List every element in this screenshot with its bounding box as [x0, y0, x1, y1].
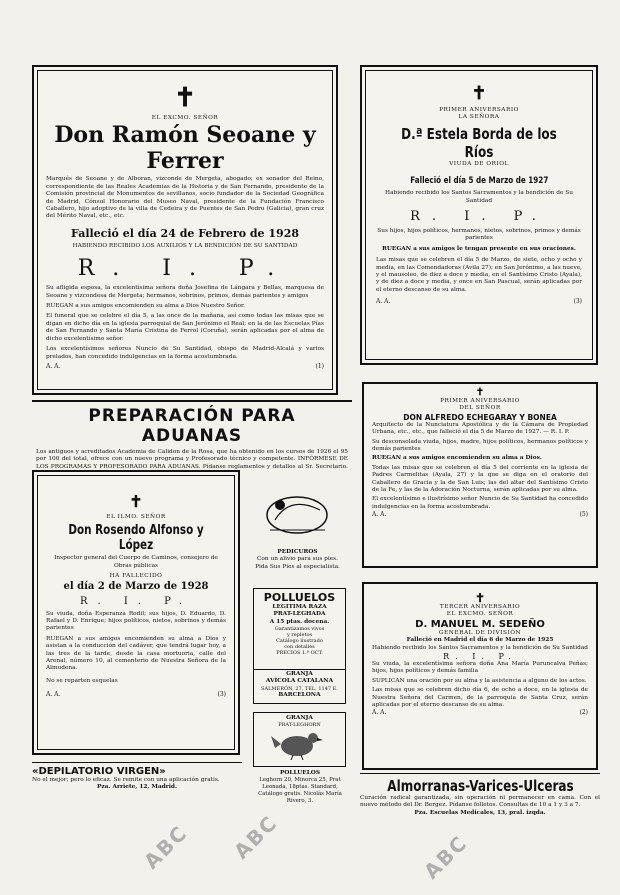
- obit-family: Su desconsolada viuda, hijos, madre, hijos políticos, hermanos políticos y demás parientes: [372, 438, 588, 453]
- obit-died: el día 2 de Marzo de 1928: [63, 580, 209, 592]
- obit-footer: A. A. (3): [376, 298, 582, 306]
- obituary-alfonso: [32, 470, 240, 755]
- obituary-borda: [360, 65, 598, 365]
- obit-subtitle: LA SEÑORA: [458, 114, 500, 121]
- obit-ruegan: RUEGAN a sus amigos le tengan presente en sus oraciones.: [382, 245, 576, 252]
- cross-icon: ✝: [129, 492, 143, 511]
- obit-footer: A. A. (5): [372, 511, 588, 519]
- ad-almorranas: [360, 773, 600, 817]
- obit-family: Su viuda, la excelentísima señora doña Ana María Puruncalva Peñas; hijos, hijos políticos y demás familia: [372, 661, 588, 675]
- ad-address: Pza. Arriete, 12, Madrid.: [97, 784, 177, 791]
- obit-masses: Todas las misas que se celebren el día 5 del corriente en la iglesia de Padres Carmelitas (Ayala, 27) y la que se diga en el oratorio del Caballero de Gracia y la de San Luis; las del altar del Santísimo Cristo de la Fe, y las de la Adoración Nocturna, serán aplicadas por su alma.: [372, 464, 588, 494]
- ad-title: POLLUELOS: [263, 591, 336, 604]
- obit-funeral: El funeral que se celebre el día 5, a las once de la mañana, así como todas las misas que se digan en dicho día en la iglesia parroquial de San Jerónimo el Real; en la de las Escuelas Pías de San Fernando y Santa María Cristina de Ferrol (Coruña), serán aplicadas por el alma de dicho excelentísimo señor.: [46, 313, 324, 342]
- ad-lines: Garantizamos vivos y repletos Catálogo ilustrado con detalles PRECIOS 1.ª OCT.: [274, 626, 325, 657]
- obit-rip: R. I. P.: [79, 595, 193, 607]
- obit-name: Don Ramón Seoane y Ferrer: [54, 122, 316, 175]
- ad-title: POLLUELOS: [279, 770, 321, 776]
- ad-title: Almorranas-Varices-Ulceras: [386, 777, 574, 795]
- watermark: ABC: [419, 830, 473, 884]
- obit-indulgences: El excelentísimo e ilustrísimo señor Nuncio de Su Santidad ha concedido indulgencias en la forma acostumbrada.: [372, 496, 588, 510]
- obit-body: Marqués de Seoane y de Alboran, vizconde de Mergeta, abogado; ex senador del Reino, correspondiente de las Reales Academias de la Historia y de San Fernando, presidente de la Comisión provincial de Monumentos de sevillanos, socio fundador de la Sociedad Geográfica de Madrid, Cónsul Honorario del Museo Naval, presidente de la Fundación Francisco Caballero, hijo adoptivo de la villa de Cedeira y de Puentes de San Pedro (Galicia), gran cruz del Mérito Naval, etc., etc.: [46, 176, 324, 220]
- obit-family: Su viuda, doña Esperanza Rodil; sus hijos, D. Eduardo, D. Rafael y D. Enrique; hijos políticos, nietos, sobrinos y demás parientes: [46, 610, 226, 632]
- obit-body: Arquitecto de la Nunciatura Apostólica y de la Cámara de Propiedad Urbana, etc., etc., que falleció el día 5 de Marzo de 1927. — R. I. P.: [372, 421, 588, 436]
- pedicure-illustration: [250, 475, 345, 545]
- obit-title: TERCER ANIVERSARIO: [439, 604, 521, 610]
- ad-granja-catalana: [253, 670, 346, 704]
- obituary-sedeno: [362, 582, 598, 770]
- ad-text: No el mejor; pero lo eficaz. Se remite con una aplicación gratis.: [32, 777, 220, 783]
- obit-rip: R. I. P.: [443, 652, 517, 662]
- obit-title: EL ILMO. SEÑOR: [106, 514, 166, 520]
- ad-title: «DEPILATORIO VIRGEN»: [32, 766, 166, 777]
- obit-sacraments: Habiendo recibido los Santos Sacramentos y la bendición de Su Santidad: [385, 190, 573, 204]
- ad-text: Curación radical garantizada, sin operación ni permanecer en cama. Con el nuevo método del Dr. Bergez. Pídanse folletos. Consultas de 10 a 1 y 3 a 7.: [360, 795, 600, 809]
- obit-footer: A. A. (2): [372, 709, 588, 717]
- obit-sacraments: Habiendo recibido los Santos Sacramentos y la bendición de Su Santidad: [372, 644, 588, 651]
- obit-footer: A. A. (1): [46, 362, 324, 370]
- ad-city: BARCELONA: [278, 691, 321, 698]
- ad-text: Con un alivio para sus pies. Pida Sus Pies al especialista.: [255, 556, 340, 570]
- obit-rip: R. I. P.: [77, 256, 293, 282]
- cross-icon: ✝: [471, 83, 487, 104]
- ad-sub1: LEGITIMA RAZA: [272, 604, 327, 610]
- obit-masses: Las misas que se celebren dicho día 6, de ocho a doce, en la iglesia de Nuestra Señora del Carmen, de la parroquia de Santa Cruz, serán aplicadas por el eterno descanso de su alma.: [372, 687, 588, 709]
- ad-name2: AVÍCOLA CATALANA: [265, 678, 334, 685]
- obit-subtitle: DEL SEÑOR: [459, 405, 501, 412]
- obit-title: PRIMER ANIVERSARIO: [439, 107, 519, 113]
- obit-title: EL EXCMO. SEÑOR: [151, 115, 219, 121]
- ad-price: A 15 ptas. docena.: [269, 618, 330, 625]
- obit-viuda: VIUDA DE ORIOL: [449, 160, 509, 167]
- obit-name: Don Rosendo Alfonso y López: [68, 523, 204, 554]
- ad-granja: [253, 712, 346, 767]
- ad-granja-title: GRANJA: [286, 715, 313, 721]
- obit-indulgences: Los excelentísimos señores Nuncio de Su Santidad, obispo de Madrid-Alcalá y varios prelados, han concedido indulgencias en la forma acostumbrada.: [46, 346, 324, 360]
- obit-name: D.ª Estela Borda de los Ríos: [401, 124, 557, 161]
- obit-name: DON ALFREDO ECHEGARAY Y BONEA: [403, 412, 557, 422]
- obit-subtitle: EL EXCMO. SEÑOR: [446, 611, 514, 618]
- ad-polluelos-small: [250, 770, 350, 805]
- banner-text: Los antiguos y acreditados Academia de Calidon de la Rosa, que ha obtenido en los cursos de 1926 el 95 por 100 del total, ofrece con un nuevo programa y Profesorado técnico y competente. INFÓRMESE DE LOS PROGRAMAS Y PROFESORADO PARA ADUANAS. Pídanse reglamentos y detalles al Sr. Secretario.: [36, 449, 348, 470]
- banner-headline: PREPARACIÓN PARA ADUANAS: [88, 406, 296, 446]
- hen-icon: [257, 728, 342, 760]
- ad-granja-sub: PRAT-LEGHORN: [278, 722, 321, 729]
- obit-rank: GENERAL DE DIVISIÓN: [438, 629, 522, 636]
- obit-died: Falleció el día 24 de Febrero de 1928: [70, 226, 299, 240]
- obituary-echegaray: [362, 382, 598, 568]
- ad-text: Leghorn 20, Minorca 25, Prat Leonada, 18ptas. Standard, Catálogo gratis. Nicolás María Rivero, 3.: [258, 777, 342, 804]
- obit-name: D. MANUEL M. SEDEÑO: [415, 618, 545, 630]
- obit-note: No se reparten esquelas: [46, 677, 118, 684]
- ad-sub2: PRAT-LEGHADA: [273, 611, 326, 618]
- obit-ruegan: RUEGAN a sus amigos encomienden su alma a Dios y asistan a la conducción del cadáver, que tendrá lugar hoy, a las tres de la tarde, desde la casa mortuoria, calle del Arenal, número 10, al cementerio de Nuestra Señora de la Almudena.: [46, 635, 226, 672]
- obit-masses: Las misas que se celebren el día 5 de Marzo, de siete, ocho y ocho y media, en las Comendadoras (Avila 27); en San Jerónimo, a las nueve, y el mausoleo, de diez a doce y media, en el Santísimo Cristo (Ayala), y de diez a doce y media, y once en San Pascual, serán aplicadas por el eterno descanso de su alma.: [376, 257, 582, 293]
- cross-icon: ✝: [174, 83, 196, 113]
- obit-family: Su afligida esposa, la excelentísima señora doña Josefina de Lángara y Bellas, marquesa de Seoane y vizcondesa de Mergeta; hermanos, sobrinos, primos, demás parientes y amigos: [46, 285, 324, 299]
- obit-ruegan: RUEGAN a sus amigos encomienden su alma a Dios.: [372, 455, 542, 462]
- obit-footer: A. A. (3): [46, 691, 226, 699]
- ad-depilatorio: [32, 762, 242, 792]
- ad-address: SALMERÓN, 27, TEL. 1147 E.: [261, 685, 338, 692]
- banner-aduanas: [32, 400, 352, 470]
- cross-icon: ✝: [474, 591, 486, 605]
- obit-title: PRIMER ANIVERSARIO: [440, 398, 520, 404]
- obit-sacraments: HABIENDO RECIBIDO LOS AUXILIOS Y LA BENDICIÓN DE SU SANTIDAD: [72, 242, 298, 249]
- obit-died-label: HA FALLECIDO: [109, 573, 163, 580]
- ad-polluelos: [253, 588, 346, 670]
- obituary-seoane: [32, 65, 338, 395]
- obit-ruegan: RUEGAN a sus amigos encomienden su alma a Dios Nuestro Señor.: [46, 303, 246, 310]
- cross-icon: ✝: [475, 387, 485, 398]
- obit-died: Falleció el día 5 de Marzo de 1927: [409, 176, 549, 187]
- obit-ruegan: SUPLICAN una oración por su alma y la asistencia a alguno de los actos.: [372, 677, 587, 684]
- watermark: ABC: [139, 820, 193, 874]
- ad-address: Pza. Escuelas Medicales, 13, pral. izqda.: [414, 809, 546, 816]
- obit-family: Sus hijos, hijos políticos, hermanos, nietos, sobrinos, primos y demás parientes: [377, 228, 581, 242]
- ad-name1: GRANJA: [286, 671, 313, 677]
- obit-body: Inspector general del Cuerpo de Caminos, consejero de Obras públicas: [54, 555, 218, 569]
- obit-rip: R. I. P.: [410, 209, 548, 225]
- ad-brand: PEDICUROS: [277, 549, 318, 555]
- ad-pedicure: [250, 475, 345, 575]
- obit-died: Falleció en Madrid el día 6 de Marzo de 1925: [406, 637, 554, 644]
- watermark: ABC: [229, 810, 283, 864]
